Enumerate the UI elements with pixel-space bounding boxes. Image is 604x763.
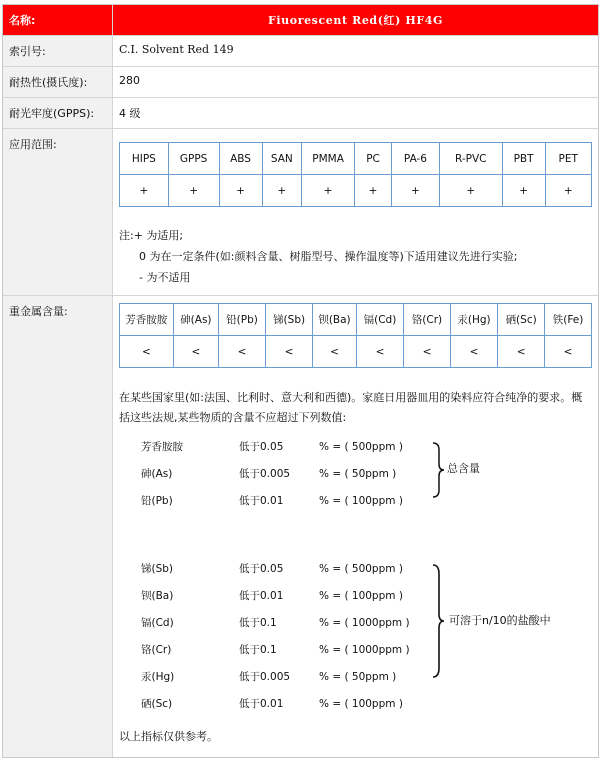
- limit-name: 硒(Sc): [141, 698, 173, 710]
- light-label: 耐光牢度(GPPS):: [3, 98, 113, 128]
- application-table-cell: +: [262, 175, 302, 207]
- group-soluble-label: 可溶于n/10的盐酸中: [449, 614, 551, 627]
- note-unsuitable: - 为不适用: [139, 271, 191, 284]
- metal-table-cell: <: [498, 336, 545, 368]
- metal-table-header: 镉(Cd): [356, 304, 403, 336]
- metal-table-cell: <: [313, 336, 357, 368]
- limit-ppm: % = ( 1000ppm ): [319, 644, 410, 656]
- limit-ppm: % = ( 100ppm ): [319, 590, 403, 602]
- application-notes: [119, 225, 592, 288]
- group-total-label: 总含量: [447, 462, 480, 475]
- metal-table-cell: <: [219, 336, 266, 368]
- limit-ppm: % = ( 100ppm ): [319, 698, 403, 710]
- product-name: Fiuorescent Red(红) HF4G: [113, 5, 598, 35]
- heat-label: 耐热性(摄氏度):: [3, 67, 113, 97]
- limit-line: [141, 610, 439, 636]
- heavy-metals-row: [3, 295, 598, 757]
- metal-table-cell: <: [450, 336, 497, 368]
- limit-name: 镉(Cd): [141, 617, 174, 629]
- metal-table-cell: <: [120, 336, 174, 368]
- limit-line: [141, 691, 439, 717]
- limit-ppm: % = ( 500ppm ): [319, 441, 403, 453]
- metal-table-cell: <: [173, 336, 218, 368]
- heat-row: [3, 66, 598, 97]
- application-table-header: R-PVC: [439, 143, 502, 175]
- limit-name: 铬(Cr): [141, 644, 172, 656]
- limit-limit: 低于0.005: [239, 671, 291, 683]
- application-table-header: PET: [545, 143, 592, 175]
- application-table-header: PA-6: [392, 143, 440, 175]
- application-table-cell: +: [219, 175, 262, 207]
- regulation-paragraph: 在某些国家里(如:法国、比利时、意大利和西德)。家庭日用器皿用的染料应符合纯净的要求。概括这些法规,某些物质的含量不应超过下列数值:: [119, 391, 583, 424]
- metal-table-header: 砷(As): [173, 304, 218, 336]
- application-table-header: HIPS: [120, 143, 169, 175]
- limit-ppm: % = ( 500ppm ): [319, 563, 403, 575]
- limit-limit: 低于0.01: [239, 590, 284, 602]
- limit-name: 砷(As): [141, 468, 173, 480]
- limit-line: [141, 461, 439, 487]
- light-row: [3, 97, 598, 128]
- application-table-header: ABS: [219, 143, 262, 175]
- application-table-cell: +: [545, 175, 592, 207]
- application-table-cell: +: [502, 175, 545, 207]
- note-suitable: 注:+ 为适用;: [119, 229, 184, 242]
- metal-table-cell: <: [266, 336, 313, 368]
- limit-ppm: % = ( 50ppm ): [319, 671, 397, 683]
- application-table-header: GPPS: [168, 143, 219, 175]
- metal-table-header: 芳香胺胺: [120, 304, 174, 336]
- limit-ppm: % = ( 50ppm ): [319, 468, 397, 480]
- limits-list: [119, 434, 592, 724]
- metal-table-cell: <: [404, 336, 451, 368]
- heavy-metals-content: [113, 296, 598, 757]
- index-value: C.I. Solvent Red 149: [119, 43, 234, 56]
- application-table-cell: +: [439, 175, 502, 207]
- heavy-metals-table: [119, 303, 592, 368]
- application-table-header: PMMA: [302, 143, 355, 175]
- index-label: 索引号:: [3, 36, 113, 66]
- limit-name: 锑(Sb): [141, 563, 174, 575]
- limit-limit: 低于0.05: [239, 441, 284, 453]
- metal-table-header: 铁(Fe): [545, 304, 592, 336]
- heat-value: 280: [119, 74, 140, 87]
- limit-line: [141, 664, 439, 690]
- limit-line: [141, 583, 439, 609]
- metal-table-header: 汞(Hg): [450, 304, 497, 336]
- limit-limit: 低于0.01: [239, 698, 284, 710]
- limit-limit: 低于0.1: [239, 644, 277, 656]
- metal-table-cell: <: [356, 336, 403, 368]
- limit-limit: 低于0.05: [239, 563, 284, 575]
- heavy-metals-label: 重金属含量:: [3, 296, 113, 757]
- limit-name: 铅(Pb): [141, 495, 173, 507]
- limit-ppm: % = ( 100ppm ): [319, 495, 403, 507]
- name-label: 名称:: [3, 5, 113, 35]
- header-row: [3, 5, 598, 35]
- application-content: [113, 129, 598, 295]
- metal-table-header: 铅(Pb): [219, 304, 266, 336]
- light-value: 4 级: [119, 107, 141, 120]
- application-table: [119, 142, 592, 207]
- limit-line: [141, 434, 439, 460]
- limit-ppm: % = ( 1000ppm ): [319, 617, 410, 629]
- metal-table-header: 钡(Ba): [313, 304, 357, 336]
- limit-line: [141, 637, 439, 663]
- limit-line: [141, 556, 439, 582]
- product-spec-sheet: [2, 4, 599, 758]
- metal-table-cell: <: [545, 336, 592, 368]
- application-table-cell: +: [392, 175, 440, 207]
- application-table-cell: +: [168, 175, 219, 207]
- limit-line: [141, 488, 439, 514]
- metal-table-header: 锑(Sb): [266, 304, 313, 336]
- application-table-header: PC: [355, 143, 392, 175]
- limit-name: 芳香胺胺: [141, 441, 183, 453]
- limit-limit: 低于0.005: [239, 468, 291, 480]
- limit-name: 汞(Hg): [141, 671, 175, 683]
- application-label: 应用范围:: [3, 129, 113, 295]
- metal-table-header: 铬(Cr): [404, 304, 451, 336]
- application-table-header: PBT: [502, 143, 545, 175]
- note-conditional: 0 为在一定条件(如:颜料含量、树脂型号、操作温度等)下适用建议先进行实验;: [139, 250, 518, 263]
- index-row: [3, 35, 598, 66]
- metal-table-header: 硒(Sc): [498, 304, 545, 336]
- application-table-cell: +: [355, 175, 392, 207]
- application-table-cell: +: [302, 175, 355, 207]
- application-row: [3, 128, 598, 295]
- footnote: 以上指标仅供参考。: [119, 730, 218, 743]
- application-table-header: SAN: [262, 143, 302, 175]
- limit-limit: 低于0.1: [239, 617, 277, 629]
- application-table-cell: +: [120, 175, 169, 207]
- limit-name: 钡(Ba): [141, 590, 174, 602]
- limit-limit: 低于0.01: [239, 495, 284, 507]
